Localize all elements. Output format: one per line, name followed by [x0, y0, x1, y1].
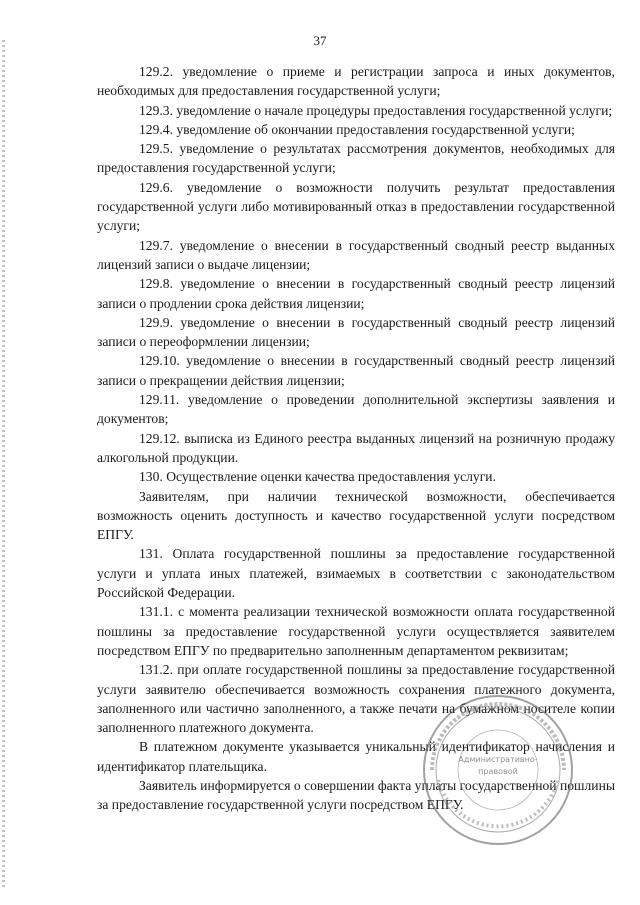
- paragraph-payment-id: В платежном документе указывается уникальный идентификатор начисления и идентификатор плательщика.: [97, 739, 615, 774]
- page-number: 37: [313, 33, 327, 48]
- paragraph-129-2: 129.2. уведомление о приеме и регистрации запроса и иных документов, необходимых для предоставления государственной услуги;: [97, 64, 615, 99]
- paragraph-129-6: 129.6. уведомление о возможности получить результат предоставления государственной услуги либо мотивированный отказ в предоставлении государственной услуги;: [97, 179, 615, 234]
- paragraph-130-text: Заявителям, при наличии технической возможности, обеспечивается возможность оценить доступность и качество государственной услуги посредством ЕПГУ.: [97, 488, 615, 543]
- paragraph-131-1: 131.1. с момента реализации технической возможности оплата государственной пошлины за предоставление государственной услуги осуществляется заявителем посредством ЕПГУ по предварительно заполненным департаментом реквизитам;: [97, 604, 615, 658]
- paragraph-129-12: 129.12. выписка из Единого реестра выданных лицензий на розничную продажу алкогольной продукции.: [97, 430, 615, 465]
- paragraph-129-9: 129.9. уведомление о внесении в государственный сводный реестр лицензий записи о переоформлении лицензии;: [97, 314, 615, 350]
- paragraph-129-5: 129.5. уведомление о результатах рассмотрения документов, необходимых для предоставления государственной услуги;: [97, 141, 615, 176]
- stamp-line-1: Административно-: [458, 755, 538, 764]
- paragraph-129-4: 129.4. уведомление об окончании предоставления государственной услуги;: [139, 121, 575, 137]
- paragraph-131: 131. Оплата государственной пошлины за предоставление государственной услуги и уплата иных платежей, взимаемых в соответствии с законодательством Российской Федерации.: [97, 546, 615, 601]
- paragraph-131-2: 131.2. при оплате государственной пошлины за предоставление государственной услуги заявителю обеспечивается возможность сохранения платежного документа, заполненного или частично заполненного, а также печати на бумажном носителе копии заполненного платежного документа.: [97, 662, 615, 736]
- paragraph-129-7: 129.7. уведомление о внесении в государственный сводный реестр выданных лицензий записи о выдаче лицензии;: [97, 237, 615, 272]
- paragraph-129-10: 129.10. уведомление о внесении в государственный сводный реестр лицензий записи о прекращении действия лицензии;: [97, 353, 615, 388]
- stamp-line-2: правовой: [478, 767, 518, 776]
- scan-edge-artifact: [2, 40, 5, 890]
- paragraph-129-3: 129.3. уведомление о начале процедуры предоставления государственной услуги;: [139, 102, 613, 118]
- document-body: [97, 62, 615, 815]
- paragraph-130: 130. Осуществление оценки качества предоставления услуги.: [139, 469, 496, 485]
- paragraph-payment-info: Заявитель информируется о совершении факта уплаты государственной пошлины за предоставление государственной услуги посредством ЕПГУ.: [97, 777, 615, 813]
- paragraph-129-11: 129.11. уведомление о проведении дополнительной экспертизы заявления и документов;: [97, 392, 615, 427]
- paragraph-129-8: 129.8. уведомление о внесении в государственный сводный реестр лицензий записи о продлении срока действия лицензии;: [97, 276, 615, 311]
